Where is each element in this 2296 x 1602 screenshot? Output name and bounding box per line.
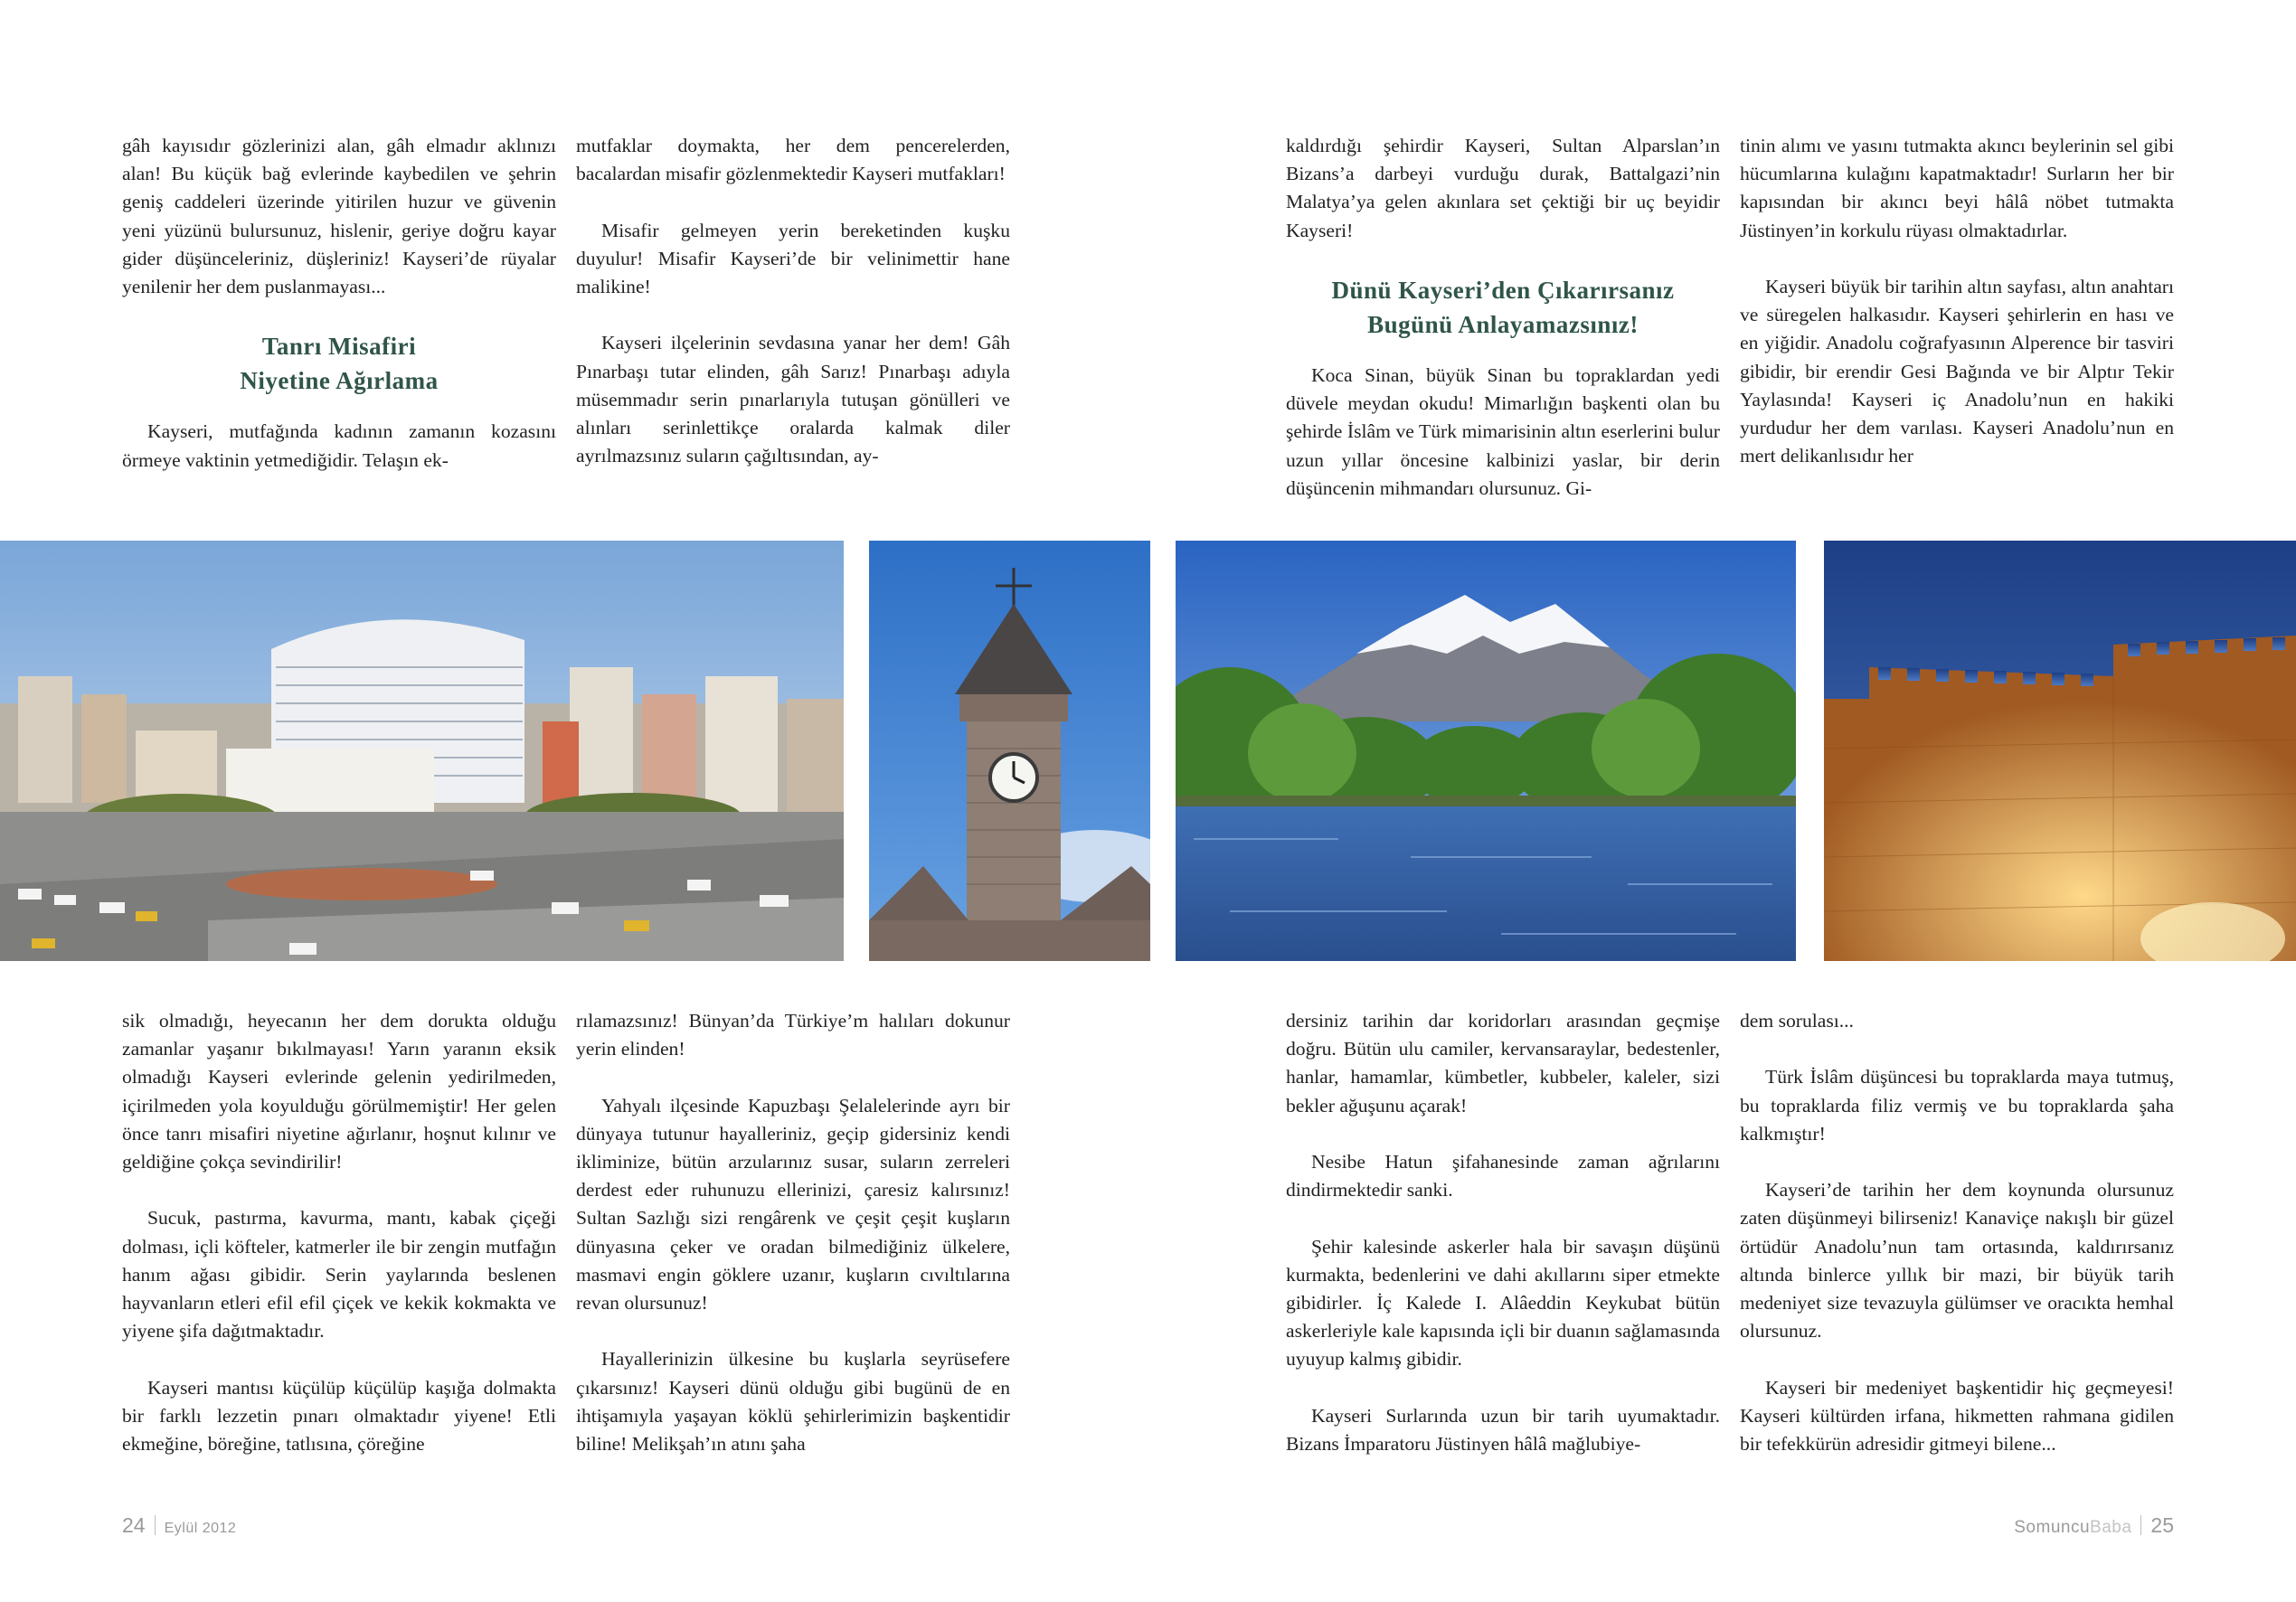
paragraph: Hayallerinizin ülkesine bu kuşlarla seyrüsefere çıkarsınız! Kayseri dünü olduğu gibi bugünü de en ihtişamıyla yaşayan köklü şehirlerimizin başkentidir biline! Melikşah’ın atını şaha xyxy=(576,1348,1010,1456)
section-heading xyxy=(122,329,556,398)
footer-divider xyxy=(2140,1515,2141,1535)
paragraph: Misafir gelmeyen yerin bereketinden kuşku duyulur! Misafir Kayseri’de bir velinimettir hane malikine! xyxy=(576,219,1010,297)
magazine-logo xyxy=(2014,1518,2131,1537)
page-number: 25 xyxy=(2150,1513,2174,1537)
paragraph: sik olmadığı, heyecanın her dem dorukta olduğu zamanlar yaşanır bıkılmayası! Yarın yaranın eksik olmadığı Kayseri evlerinde gelenin yedirilmeden, içirilmeden yola koyulduğu görülmemiştir! Her gelen önce tanrı misafiri niyetine ağırlanır, hoşnut kılınır ve geldiğine çokça sevindirilir! xyxy=(122,1010,556,1173)
paragraph: dersiniz tarihin dar koridorları arasından geçmişe doğru. Bütün ulu camiler, kervansaraylar, bedestenler, hanlar, hamamlar, kümbetler, kubbeler, kaleler, sizi bekler ağuşunu açarak! xyxy=(1286,1010,1720,1117)
right-bottom-col2 xyxy=(1740,1007,2174,1458)
brand-part: Somuncu xyxy=(2014,1518,2091,1537)
mountain-lake-photo xyxy=(1176,541,1796,961)
issue-date: Eylül 2012 xyxy=(164,1521,237,1536)
section-heading xyxy=(1286,273,1720,342)
brand-part: Baba xyxy=(2090,1518,2132,1537)
paragraph: Kayseri Surlarında uzun bir tarih uyumaktadır. Bizans İmparatoru Jüstinyen hâlâ mağlubiye- xyxy=(1286,1404,1720,1455)
paragraph: Kayseri bir medeniyet başkentidir hiç geçmeyesi! Kayseri kültürden irfana, hikmetten rahmana gidilen bir tefekkürün adresidir gitmeyi bilene... xyxy=(1740,1376,2174,1455)
paragraph: Koca Sinan, büyük Sinan bu topraklardan yedi düvele meydan okudu! Mimarlığın başkenti olan bu şehirde İslâm ve Türk mimarisinin altın eserlerini bulur uzun yıllar öncesine kalbinizi yaslar, bir derin düşüncenin mihmandarı olursunuz. Gi- xyxy=(1286,364,1720,499)
paragraph: dem sorulası... xyxy=(1740,1010,1854,1032)
paragraph: Sucuk, pastırma, kavurma, mantı, kabak çiçeği dolması, içli köfteler, katmerler ile bir zengin mutfağın hanım ağası gibidir. Serin yaylarında beslenen hayvanların etleri efil efil çiçek ve kekik kokmakta ve yiyene şifa dağıtmaktadır. xyxy=(122,1207,556,1343)
right-page-footer xyxy=(2014,1513,2174,1538)
left-page-footer xyxy=(122,1513,236,1538)
left-top-col1 xyxy=(122,132,556,475)
paragraph: Kayseri’de tarihin her dem koynunda olursunuz zaten düşünmeyi bilirseniz! Kanaviçe nakışlı bir güzel örtüdür Anadolu’nun tam ortasında, kaldırırsanız altında binlerce yıllık bir mazi, bir büyük tarih medeniyet size tevazuyla gülümser ve oracıkta hemhal olursunuz. xyxy=(1740,1179,2174,1343)
paragraph: rılamazsınız! Bünyan’da Türkiye’m halıları dokunur yerin elinden! xyxy=(576,1010,1010,1060)
paragraph: gâh kayısıdır gözlerinizi alan, gâh elmadır aklınızı alan! Bu küçük bağ evlerinde kaybedilen ve şehrin geniş caddeleri üzerinde yitirilen huzur ve güvenin yeni yüzünü bulursunuz, hislenir, geriye doğru kayar gider düşünceleriniz, düşleriniz! Kayseri’de rüyalar yenilenir her dem puslanmayası... xyxy=(122,135,556,298)
clock-tower-photo xyxy=(869,541,1150,961)
paragraph: Kayseri mantısı küçülüp küçülüp kaşığa dolmakta bir farklı lezzetin pınarı olmaktadır yiyene! Etli ekmeğine, böreğine, tatlısına, çöreğine xyxy=(122,1376,556,1456)
right-bottom-col1 xyxy=(1286,1007,1720,1458)
right-top-col1 xyxy=(1286,132,1720,503)
paragraph: Kayseri büyük bir tarihin altın sayfası, altın anahtarı ve süregelen halkasıdır. Kayseri şehirlerin en hası ve en yiğidir. Anadolu coğrafyasının Alperence bir tasviri gibidir, bir erendir Gesi Bağında ve bir Alptır Tekir Yaylasında! Kayseri iç Anadolu’nun en hakiki yurdudur her dem varılası. Kayseri Anadolu’nun en mert delikanlısıdır her xyxy=(1740,276,2174,467)
paragraph: Yahyalı ilçesinde Kapuzbaşı Şelalelerinde ayrı bir dünyaya tutunur hayalleriniz, geçip gidersiniz kendi ikliminize, bütün arzularınız susar, suların zerreleri derdest eder ruhunuzu ellerinizi, çaresiz kalırsınız! Sultan Sazlığı sizi rengârenk ve çeşit çeşit kuşların dünyasına çeker ve oradan bilmediğiniz ülkelere, masmavi engin göklere uzanır, kuşların cıvıltılarına revan olursunuz! xyxy=(576,1094,1010,1315)
page-number: 24 xyxy=(122,1513,146,1537)
right-top-col2 xyxy=(1740,132,2174,470)
heading-line: Niyetine Ağırlama xyxy=(240,367,439,395)
paragraph: Türk İslâm düşüncesi bu topraklarda maya tutmuş, bu topraklarda filiz vermiş ve bu topraklarda şaha kalkmıştır! xyxy=(1740,1066,2174,1145)
paragraph: Şehir kalesinde askerler hala bir savaşın düşünü kurmakta, bedenlerini ve dahi akıllarını siper etmekte gibidirler. İç Kalede I. Alâeddin Keykubat bütün askerleriyle kale kapısında içli bir duanın sağlamasında uyuyup kalmış gibidir. xyxy=(1286,1235,1720,1371)
paragraph: kaldırdığı şehirdir Kayseri, Sultan Alparslan’ın Bizans’a darbeyi vurduğu durak, Battalgazi’nin Malatya’ya gelen akınlara set çektiği bir uç beyidir Kayseri! xyxy=(1286,135,1720,241)
left-top-col2 xyxy=(576,132,1010,470)
heading-line: Bugünü Anlayamazsınız! xyxy=(1367,311,1639,338)
footer-divider xyxy=(155,1515,156,1535)
left-bottom-col2 xyxy=(576,1007,1010,1458)
paragraph: Kayseri ilçelerinin sevdasına yanar her dem! Gâh Pınarbaşı tutar elinden, gâh Sarız! Pınarbaşı adıyla müsemmadır serin pınarlarıyla tutuşan gönülleri ve alınları serinlettikçe oralarda kalmak diler ayrılmazsınız suların çağıltısından, ay- xyxy=(576,332,1010,467)
paragraph: mutfaklar doymakta, her dem pencerelerden, bacalardan misafir gözlenmektedir Kayseri mutfakları! xyxy=(576,135,1010,185)
heading-line: Tanrı Misafiri xyxy=(261,333,417,361)
paragraph: tinin alımı ve yasını tutmakta akıncı beylerinin sel gibi hücumlarına kulağını kapatmaktadır! Surların her bir kapısından bir akıncı beyi hâlâ nöbet tutmakta Jüstinyen’in korkulu rüyası olmaktadırlar. xyxy=(1740,135,2174,241)
paragraph: Kayseri, mutfağında kadının zamanın kozasını örmeye vaktinin yetmediğidir. Telaşın ek- xyxy=(122,420,556,471)
castle-walls-photo xyxy=(1824,541,2296,961)
paragraph: Nesibe Hatun şifahanesinde zaman ağrılarını dindirmektedir sanki. xyxy=(1286,1151,1720,1202)
left-bottom-col1 xyxy=(122,1007,556,1458)
heading-line: Dünü Kayseri’den Çıkarırsanız xyxy=(1331,277,1675,304)
city-square-photo xyxy=(0,541,844,961)
